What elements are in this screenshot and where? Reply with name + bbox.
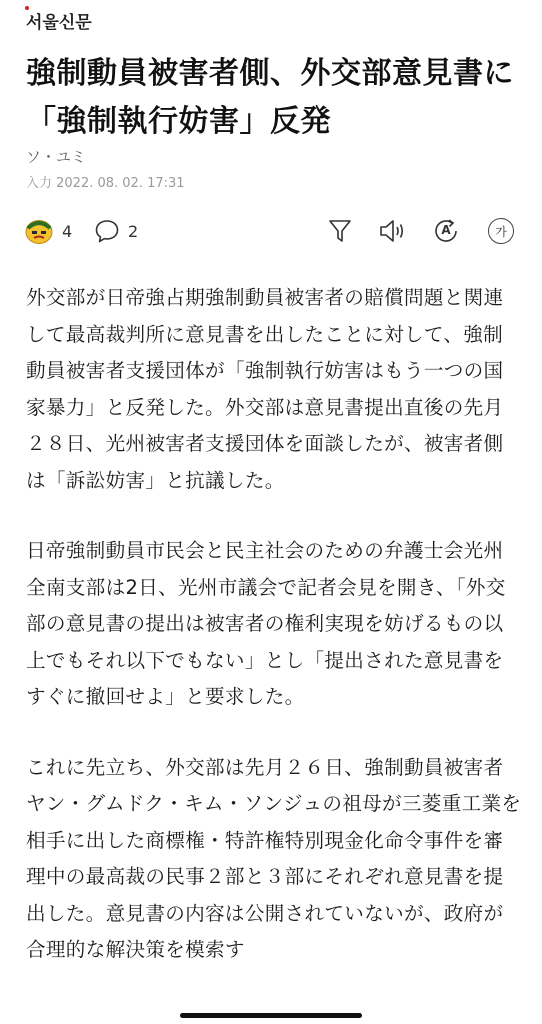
font-size-button[interactable] xyxy=(488,212,514,250)
speaker-icon xyxy=(378,217,408,245)
site-logo[interactable]: 서울신문 xyxy=(26,13,92,33)
angry-face-emoji-icon xyxy=(24,217,54,245)
tts-refresh-icon xyxy=(432,217,460,245)
font-size-icon xyxy=(488,218,514,244)
home-indicator[interactable] xyxy=(180,1013,362,1018)
article-body xyxy=(26,280,522,1003)
article-title: 強制動員被害者側、外交部意見書に「強制執行妨害」反発 xyxy=(26,56,514,139)
article-author[interactable]: ソ・ユミ xyxy=(26,148,87,166)
article-paragraph: これに先立ち、外交部は先月２６日、強制動員被害者ヤン・グムドク・キム・ソンジュの祖母が三菱重工業を相手に出した商標権・特許権特別現金化命令事件を審理中の最高裁の民事２部と３部にそれぞれ意見書を提出した。意見書の内容は公開されていないが、政府が合理的な解決策を模索す xyxy=(26,755,522,961)
filter-button[interactable] xyxy=(328,212,352,250)
filter-icon xyxy=(328,217,352,245)
comment-count: 2 xyxy=(128,221,139,241)
tts-label: A xyxy=(441,223,451,237)
article-paragraph: 外交部が日帝強占期強制動員被害者の賠償問題と関連して最高裁判所に意見書を出したことに対して、強制動員被害者支援団体が「強制執行妨害はもう一つの国家暴力」と反発した。外交部は意見書提出直後の先月２８日、光州被害者支援団体を面談したが、被害者側は「訴訟妨害」と抗議した。 xyxy=(26,286,504,492)
font-size-label: 가 xyxy=(495,224,507,239)
article-toolbar xyxy=(24,212,520,250)
translate-button[interactable] xyxy=(432,212,460,250)
speech-bubble-icon xyxy=(94,218,120,244)
reaction-count: 4 xyxy=(62,221,73,241)
comment-button[interactable] xyxy=(94,212,138,250)
reaction-button[interactable] xyxy=(24,212,72,250)
listen-button[interactable] xyxy=(378,212,408,250)
article-date: 入力 2022. 08. 02. 17:31 xyxy=(26,176,185,191)
article-paragraph: 日帝強制動員市民会と民主社会のための弁護士会光州全南支部は2日、光州市議会で記者会見を開き、「外交部の意見書の提出は被害者の権利実現を妨げるもの以上でもそれ以下でもない」とし「提出された意見書をすぐに撤回せよ」と要求した。 xyxy=(26,539,506,708)
